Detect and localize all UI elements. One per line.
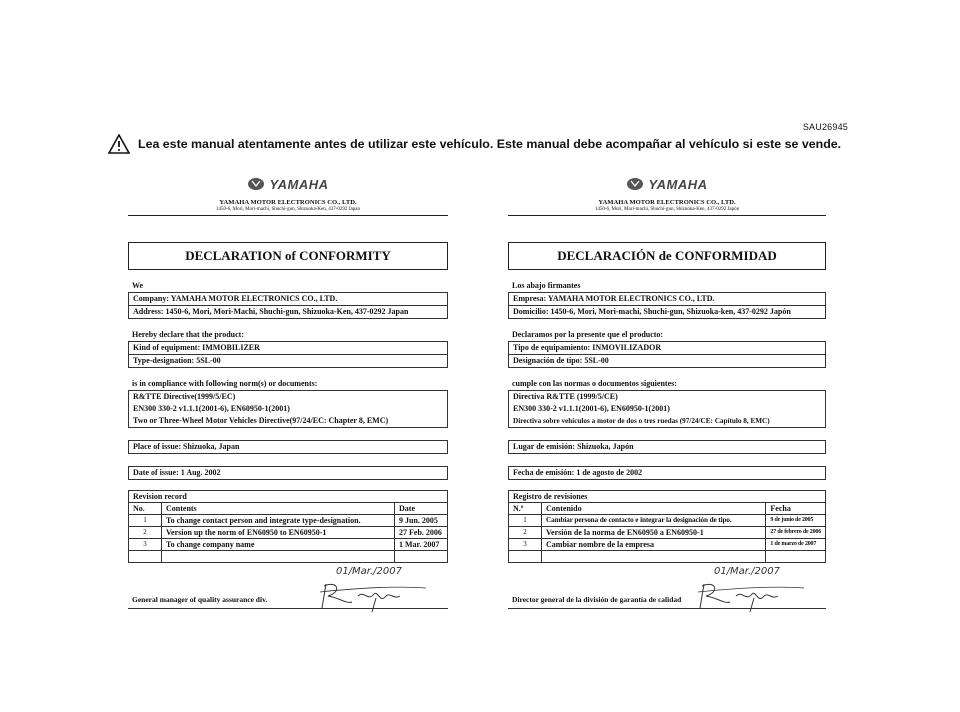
date-line: Fecha de emisión: 1 de agosto de 2002: [513, 468, 643, 477]
norm-line: EN300 330-2 v1.1.1(2001-6), EN60950-1(2001): [513, 404, 670, 413]
declaration-title: DECLARACIÓN de CONFORMIDAD: [508, 242, 826, 270]
norm-line: R&TTE Directive(1999/5/EC): [133, 392, 236, 401]
company-address: 1450-6, Mori, Mori-machi, Shuchi-gun, Shizuoka-Ken, 437-0292 Japón: [508, 207, 826, 216]
norms-box: [128, 390, 448, 428]
company-address: 1450-6, Mori, Mori-machi, Shuchi-gun, Shizuoka-Ken, 437-0292 Japan: [128, 207, 448, 216]
row-date: 27 de febrero de 2006: [766, 527, 826, 539]
signature-label: General manager of quality assurance div.: [132, 595, 268, 604]
yamaha-logo: YAMAHA: [508, 172, 826, 196]
table-row-empty: [509, 551, 826, 563]
row-contents: To change contact person and integrate type-designation.: [162, 515, 395, 527]
signature-row: [128, 566, 448, 609]
norm-line: Directiva sobre vehículos a motor de dos o tres ruedas (97/24/CE: Capítulo 8, EMC): [513, 417, 770, 425]
address-line: Address: 1450-6, Mori, Mori-Machi, Shuchi-gun, Shizuoka-Ken, 437-0292 Japan: [133, 307, 409, 316]
col-header-contents: Contenido: [542, 503, 766, 515]
tuning-fork-emblem-icon: [247, 177, 265, 191]
date-box: [128, 466, 448, 480]
signature-label: Director general de la división de garantía de calidad: [512, 595, 682, 604]
address-line: Domicilio: 1450-6, Mori, Mori-machi, Shuchi-gun, Shizuoka-ken, 437-0292 Japón: [513, 307, 791, 316]
signature-date: 01/Mar./2007: [713, 566, 780, 577]
date-box: [508, 466, 826, 480]
we-label: We: [132, 281, 144, 290]
col-header-no: N.º: [509, 503, 542, 515]
col-header-contents: Contents: [162, 503, 395, 515]
declare-label: Hereby declare that the product:: [132, 330, 244, 339]
company-line: Empresa: YAMAHA MOTOR ELECTRONICS CO., LTD.: [509, 293, 825, 306]
place-line: Lugar de emisión: Shizuoka, Japón: [513, 442, 634, 451]
row-contents: Version up the norm of EN60950 to EN60950-1: [162, 527, 395, 539]
product-box: [128, 341, 448, 368]
company-name: YAMAHA MOTOR ELECTRONICS CO., LTD.: [598, 199, 736, 206]
tuning-fork-emblem-icon: [626, 177, 644, 191]
row-no: 2: [509, 527, 542, 539]
place-box: [128, 440, 448, 454]
norm-label: is in compliance with following norm(s) or documents:: [132, 379, 318, 388]
col-header-date: Date: [395, 503, 448, 515]
product-box: [508, 341, 826, 368]
row-date: 1 Mar. 2007: [395, 539, 448, 551]
table-row: [509, 539, 826, 551]
declaration-english: [128, 172, 448, 604]
place-line: Place of issue: Shizuoka, Japan: [133, 442, 240, 451]
revision-table: [508, 490, 826, 563]
revision-table: [128, 490, 448, 563]
row-no: 3: [129, 539, 162, 551]
row-no: 2: [129, 527, 162, 539]
place-box: [508, 440, 826, 454]
table-header-row: [129, 503, 448, 515]
warning-icon: [108, 134, 130, 154]
row-date: 9 de junio de 2005: [766, 515, 826, 527]
signature-icon: [696, 574, 806, 614]
row-no: 1: [129, 515, 162, 527]
table-row-empty: [129, 551, 448, 563]
row-contents: Cambiar nombre de la empresa: [542, 539, 766, 551]
revision-title: Revision record: [129, 491, 448, 503]
type-line: Designación de tipo: 5SL-00: [513, 356, 609, 365]
document-code: SAU26945: [802, 122, 848, 132]
company-box: [128, 292, 448, 319]
col-header-date: Fecha: [766, 503, 826, 515]
row-contents: To change company name: [162, 539, 395, 551]
row-date: 1 de marzo de 2007: [766, 539, 826, 551]
table-row: [509, 527, 826, 539]
yamaha-logo: YAMAHA: [128, 172, 448, 196]
table-header-row: [509, 503, 826, 515]
row-no: 3: [509, 539, 542, 551]
norm-line: Directiva R&TTE (1999/5/CE): [513, 392, 618, 401]
table-row: [129, 515, 448, 527]
date-line: Date of issue: 1 Aug. 2002: [133, 468, 221, 477]
kind-line: Tipo de equipamiento: INMOVILIZADOR: [509, 342, 825, 355]
company-box: [508, 292, 826, 319]
table-row: [129, 539, 448, 551]
declaration-spanish: [508, 172, 826, 604]
row-contents: Cambiar persona de contacto e integrar la designación de tipo.: [542, 515, 766, 527]
table-row: [129, 527, 448, 539]
row-date: 27 Feb. 2006: [395, 527, 448, 539]
company-name: YAMAHA MOTOR ELECTRONICS CO., LTD.: [219, 199, 357, 206]
norms-box: [508, 390, 826, 428]
col-header-no: No.: [129, 503, 162, 515]
kind-line: Kind of equipment: IMMOBILIZER: [129, 342, 447, 355]
signature-icon: [318, 574, 428, 614]
warning-banner: [108, 134, 868, 154]
row-date: 9 Jun. 2005: [395, 515, 448, 527]
declaration-title: DECLARATION of CONFORMITY: [128, 242, 448, 270]
warning-text: Lea este manual atentamente antes de utilizar este vehículo. Este manual debe acompañar al vehículo si este se vende.: [138, 137, 842, 151]
norm-line: EN300 330-2 v1.1.1(2001-6), EN60950-1(2001): [133, 404, 290, 413]
revision-title: Registro de revisiones: [509, 491, 826, 503]
signature-row: [508, 566, 826, 609]
type-line: Type-designation: 5SL-00: [133, 356, 221, 365]
norm-line: Two or Three-Wheel Motor Vehicles Directive(97/24/EC: Chapter 8, EMC): [133, 416, 389, 425]
row-no: 1: [509, 515, 542, 527]
table-row: [509, 515, 826, 527]
company-line: Company: YAMAHA MOTOR ELECTRONICS CO., LTD.: [129, 293, 447, 306]
signature-date: 01/Mar./2007: [335, 566, 402, 577]
norm-label: cumple con las normas o documentos siguientes:: [512, 379, 677, 388]
we-label: Los abajo firmantes: [512, 281, 581, 290]
declare-label: Declaramos por la presente que el producto:: [512, 330, 664, 339]
row-contents: Versión de la norma de EN60950 a EN60950-1: [542, 527, 766, 539]
